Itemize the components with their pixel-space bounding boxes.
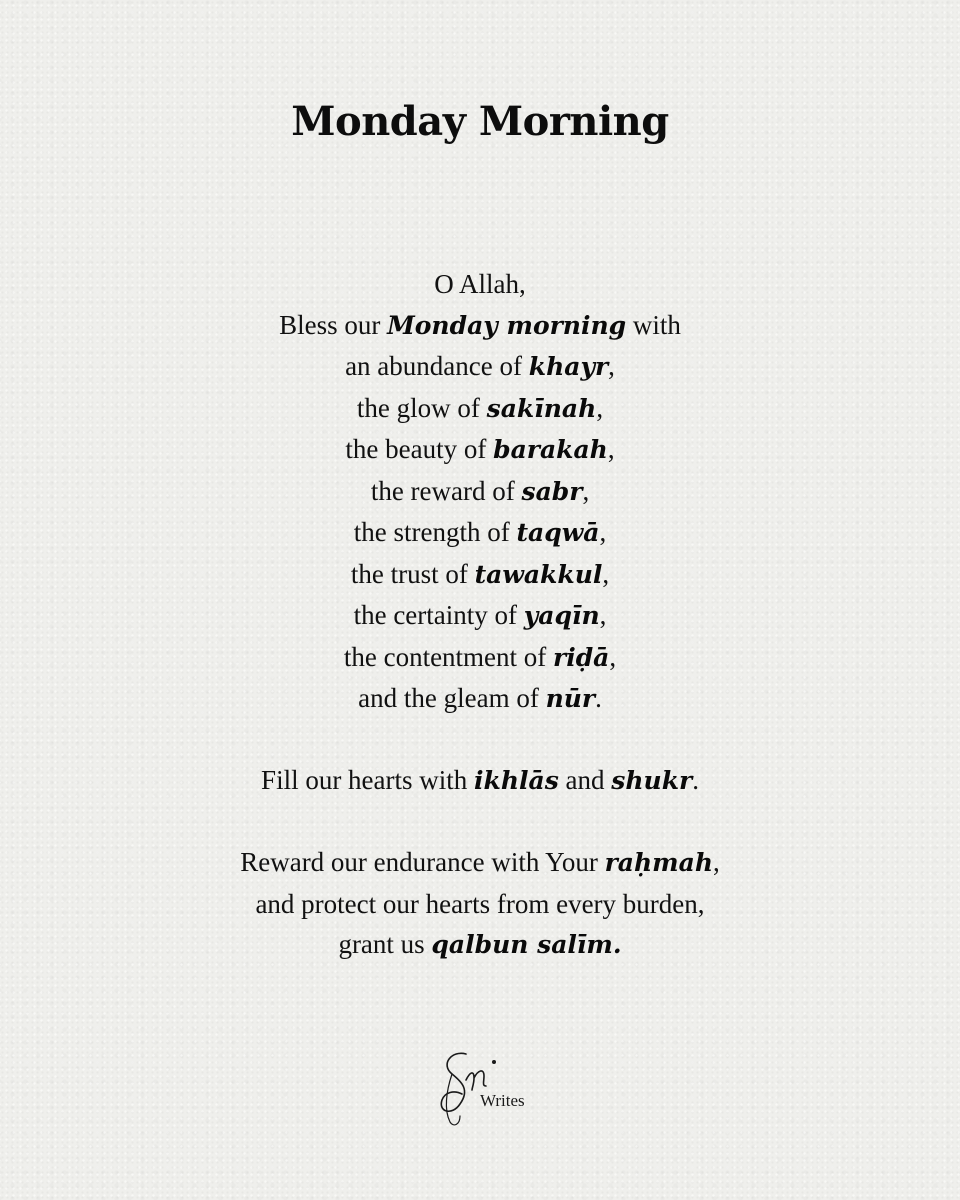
poem-line: and protect our hearts from every burden,: [255, 888, 705, 919]
poem-text: ,: [607, 434, 615, 464]
stanza-break: [0, 802, 960, 843]
poem-text: ,: [596, 392, 604, 423]
poem-line: [0, 760, 960, 802]
emphasized-term: raḥmah: [604, 848, 714, 877]
poem-text: ,: [602, 558, 610, 589]
poem-text: Fill our hearts with: [261, 765, 475, 795]
emphasized-term: sakīnah: [486, 393, 597, 423]
poem-text: the glow of: [356, 392, 487, 423]
poem: [0, 264, 960, 966]
poem-text: Reward our endurance with Your: [240, 847, 605, 877]
poem-text: with: [626, 309, 681, 340]
poem-line: [0, 471, 960, 513]
emphasized-term: qalbun salīm.: [431, 930, 622, 959]
poem-text: the reward of: [370, 475, 522, 506]
poem-text: ,: [582, 475, 590, 506]
emphasized-term: khayr: [528, 352, 609, 381]
signature-text: Writes: [480, 1091, 525, 1110]
poem-line: [0, 637, 960, 679]
emphasized-term: Monday morning: [387, 310, 627, 340]
poem-line: [0, 595, 960, 637]
poem-text: ,: [609, 641, 617, 672]
poem-text: ,: [713, 847, 720, 877]
poem-line: O Allah,: [434, 269, 526, 299]
poem-text: the certainty of: [353, 600, 524, 630]
poem-text: the strength of: [353, 517, 517, 547]
poem-line: [0, 429, 960, 471]
page-title: Monday Morning: [291, 98, 669, 145]
poem-line: [0, 305, 960, 347]
emphasized-term: sabr: [521, 476, 583, 506]
poem-text: ,: [599, 600, 607, 630]
signature-logo-mark: [430, 1040, 550, 1130]
poem-line: [0, 678, 960, 720]
poem-text: the contentment of: [343, 641, 554, 672]
emphasized-term: barakah: [493, 435, 608, 464]
poem-text: ,: [608, 351, 615, 381]
poem-text: Bless our: [279, 309, 388, 340]
poem-text: the trust of: [350, 558, 475, 589]
emphasized-term: nūr: [545, 684, 596, 713]
poem-text: and the gleam of: [358, 683, 546, 713]
poem-line: [0, 924, 960, 966]
poem-text: .: [595, 683, 602, 713]
emphasized-term: riḍā: [553, 642, 610, 672]
signature-logo: [430, 1040, 550, 1130]
poem-line: [0, 554, 960, 596]
emphasized-term: ikhlās: [474, 766, 559, 795]
poem-line: [0, 388, 960, 430]
emphasized-term: taqwā: [516, 518, 600, 547]
poem-text: the beauty of: [345, 434, 494, 464]
emphasized-term: yaqīn: [523, 601, 600, 630]
emphasized-term: tawakkul: [474, 559, 603, 589]
poem-text: .: [692, 765, 699, 795]
poem-line: [0, 512, 960, 554]
poem-text: ,: [599, 517, 607, 547]
poem-line: [0, 842, 960, 884]
poem-text: and: [558, 765, 612, 795]
poem-line: [0, 346, 960, 388]
emphasized-term: shukr: [611, 766, 693, 795]
stanza-break: [0, 720, 960, 761]
poem-text: grant us: [338, 929, 432, 959]
poem-text: an abundance of: [345, 351, 529, 381]
